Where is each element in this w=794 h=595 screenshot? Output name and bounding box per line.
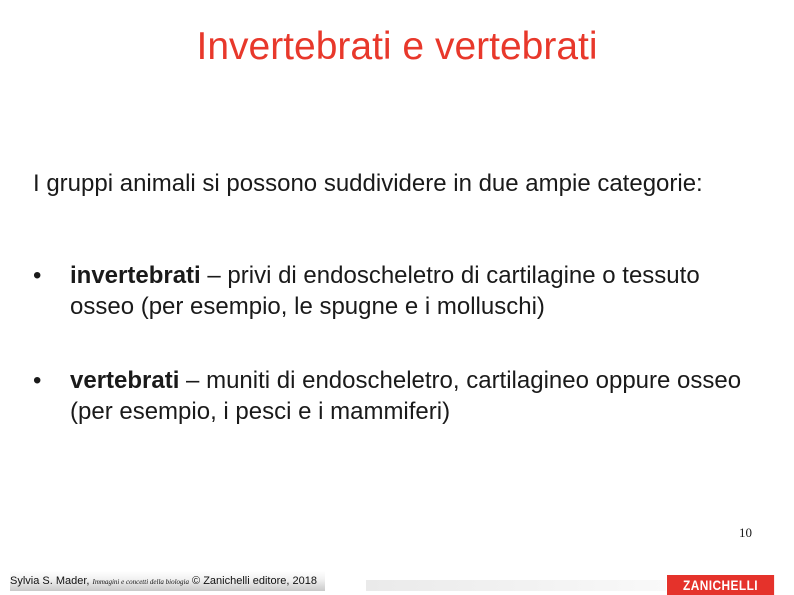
footer-credit (10, 571, 325, 591)
bullet-symbol: • (33, 262, 42, 289)
footer-author: Sylvia S. Mader, (10, 575, 93, 587)
bullet-term: vertebrati (70, 367, 180, 394)
page-number: 10 (739, 525, 752, 540)
footer-publisher-credit: © Zanichelli editore, 2018 (188, 575, 317, 587)
bullet-item-vertebrati (33, 365, 763, 427)
footer-book-title: Immagini e concetti della biologia (92, 578, 189, 586)
bullet-description: – privi di endoscheletro di cartilagine o tessuto osseo (per esempio, le spugne e i molluschi) (70, 262, 700, 320)
zanichelli-logo: ZANICHELLI (667, 575, 774, 595)
bullet-term: invertebrati (70, 262, 201, 289)
intro-text: I gruppi animali si possono suddividere in due ampie categorie: (33, 170, 703, 197)
bullet-item-invertebrati (33, 260, 763, 322)
slide-title: Invertebrati e vertebrati (196, 25, 598, 68)
footer (0, 566, 794, 595)
bullet-symbol: • (33, 367, 42, 394)
footer-decoration (366, 580, 666, 591)
bullet-description: – muniti di endoscheletro, cartilagineo oppure osseo (per esempio, i pesci e i mammiferi) (70, 367, 742, 425)
bullet-list (33, 260, 763, 470)
